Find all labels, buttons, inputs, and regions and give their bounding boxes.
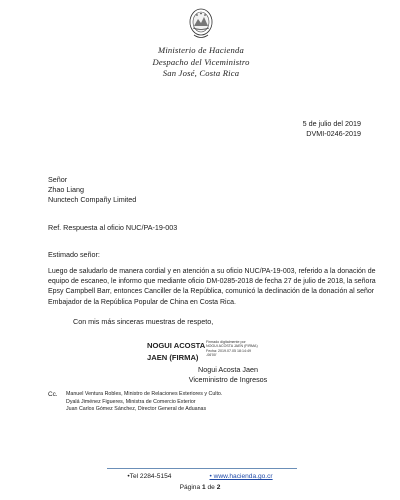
reference-code: DVMI-0246-2019 — [306, 129, 361, 138]
signer-title: Viceministro de Ingresos — [188, 375, 268, 384]
footer-contact — [0, 473, 400, 480]
page-number: Página 1 de 2 — [179, 484, 221, 491]
recipient-company: Nunctech Compañy Limited — [48, 195, 137, 204]
greeting: Estimado señor: — [48, 250, 100, 259]
recipient-address — [48, 175, 136, 205]
signer-block — [178, 365, 278, 385]
footer-website-link[interactable]: • www.hacienda.go.cr — [209, 473, 273, 480]
footer-phone: •Tel 2284-5154 — [127, 473, 172, 480]
letterhead-location: San José, Costa Rica — [162, 68, 240, 78]
signer-name: Nogui Acosta Jaen — [198, 365, 258, 374]
cc-recipient: Manuel Ventura Robles, Ministro de Relaciones Exteriores y Culto. — [66, 391, 223, 397]
letter-body — [48, 267, 376, 308]
recipient-name: Zhao Liang — [48, 185, 84, 194]
letterhead-ministry: Ministerio de Hacienda — [157, 45, 245, 55]
footer-divider — [107, 468, 297, 469]
digital-signature-name: NOGUI ACOSTA JAEN (FIRMA) — [147, 341, 206, 362]
body-line: equipo de escaneo, le informo que mediante oficio DM-0285-2018 de fecha 27 de julio de 2018, la señora — [48, 278, 376, 286]
body-line: Luego de saludarlo de manera cordial y en atención a su oficio NUC/PA-19-003, referido a la donación de — [48, 268, 376, 275]
cc-recipient: Dyalá Jiménez Figueres, Ministra de Comercio Exterior — [66, 398, 196, 405]
body-line: Epsy Campbell Barr, entonces Canciller de la República, comunicó la declinación de la donación al señor — [48, 288, 375, 296]
cc-recipient: Juan Carlos Gómez Sánchez, Director General de Aduanas — [66, 406, 207, 413]
digital-signature-stamp: Firmado digitalmente por NOGUI ACOSTA JAEN (FIRMA) Fecha: 2019.07.05 18:14:49 -06'00' — [206, 340, 258, 358]
coat-of-arms-seal — [188, 6, 214, 42]
cc-label: Cc. — [48, 391, 58, 398]
closing-line: Con mis más sinceras muestras de respeto, — [73, 317, 214, 326]
letterhead — [140, 45, 262, 80]
letterhead-office: Despacho del Viceministro — [152, 56, 250, 67]
cc-list — [66, 391, 222, 414]
body-line: Embajador de la República Popular de China en Costa Rica. — [48, 298, 236, 306]
date-block — [303, 119, 361, 139]
subject-line: Ref. Respuesta al oficio NUC/PA-19-003 — [48, 223, 178, 232]
letter-date: 5 de julio del 2019 — [302, 119, 361, 128]
recipient-salutation: Señor — [48, 175, 68, 184]
